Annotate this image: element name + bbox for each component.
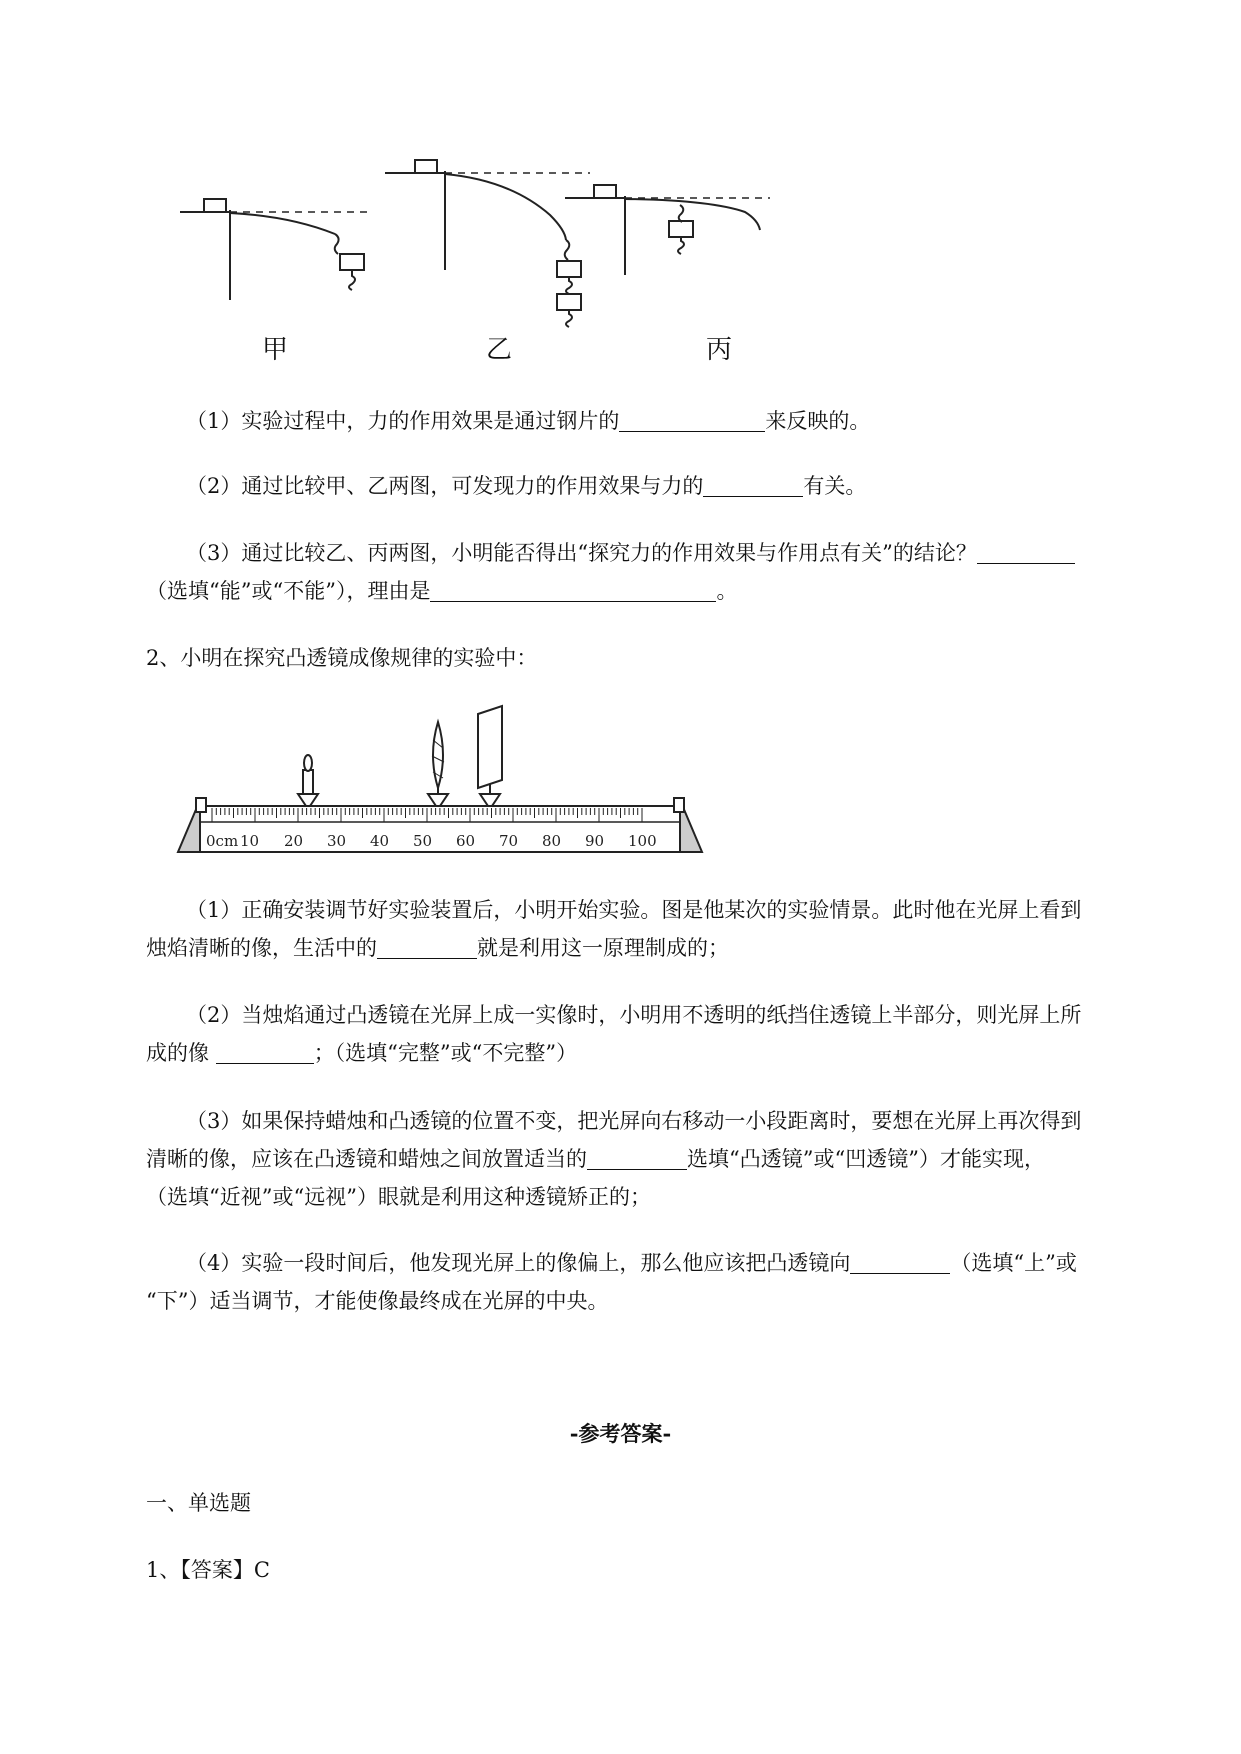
ruler-label-20: 20 (284, 832, 304, 850)
q1-part2-tail: 有关。 (803, 474, 867, 498)
answer-blank[interactable] (850, 1251, 950, 1274)
ruler-label-70: 70 (499, 832, 519, 850)
q2-step3: （3）如果保持蜡烛和凸透镜的位置不变，把光屏向右移动一小段距离时，要想在光屏上再次得到 (186, 1109, 1082, 1133)
q2-step4-line2: “下”）适当调节，才能使像最终成在光屏的中央。 (146, 1289, 609, 1313)
answer-item-1: 1、【答案】C (146, 1558, 270, 1582)
ruler-label-50: 50 (413, 832, 433, 850)
ruler-label-0: 0cm (206, 832, 239, 850)
answer-blank[interactable] (587, 1147, 687, 1170)
answer-blank[interactable] (703, 474, 803, 497)
ruler-label-80: 80 (542, 832, 562, 850)
label-yi: 乙 (486, 335, 513, 365)
ruler-label-10: 10 (240, 832, 260, 850)
answer-blank[interactable] (430, 579, 716, 602)
q1-part3-line2-text: （选填“能”或“不能”），理由是 (146, 579, 431, 603)
q2-step3-tail: 选填“凸透镜”或“凹透镜”）才能实现， (687, 1147, 1045, 1171)
q2-step1: （1）正确安装调节好实验装置后，小明开始实验。图是他某次的实验情景。此时他在光屏上看到 (186, 898, 1082, 922)
q2-step4-text: （4）实验一段时间后，他发现光屏上的像偏上，那么他应该把凸透镜向 (186, 1251, 851, 1275)
q2-step3-line3: （选填“近视”或“远视”）眼就是利用这种透镜矫正的； (146, 1185, 651, 1209)
q2-title: 2、小明在探究凸透镜成像规律的实验中： (146, 646, 538, 670)
q2-step1-tail: 就是利用这一原理制成的； (477, 936, 729, 960)
q1-part1-tail: 来反映的。 (765, 409, 871, 433)
candle (298, 755, 318, 806)
diagram-yi (385, 160, 590, 327)
answer-blank[interactable] (977, 541, 1075, 564)
q1-part3-text: （3）通过比较乙、丙两图，小明能否得出“探究力的作用效果与作用点有关”的结论？ (186, 541, 977, 565)
diagram-bing (565, 185, 770, 275)
ruler-label-40: 40 (370, 832, 390, 850)
ruler-label-100: 100 (628, 832, 657, 850)
convex-lens (428, 722, 448, 806)
q2-step2-line2 (146, 1030, 1156, 1077)
diagram-jia (180, 199, 370, 300)
label-bing: 丙 (706, 335, 733, 365)
q1-part1-text: （1）实验过程中，力的作用效果是通过钢片的 (186, 409, 620, 433)
q2-step2-tail: ；（选填“完整”或“不完整”） (313, 1041, 578, 1065)
q2-step3-line2-text: 清晰的像，应该在凸透镜和蜡烛之间放置适当的 (146, 1147, 587, 1171)
q1-part2-text: （2）通过比较甲、乙两图，可发现力的作用效果与力的 (186, 474, 704, 498)
answer-blank[interactable] (216, 1041, 314, 1064)
q2-step1-line2-text: 烛焰清晰的像，生活中的 (146, 936, 377, 960)
ruler-label-90: 90 (585, 832, 605, 850)
optical-bench-figure (170, 700, 710, 860)
ruler-label-60: 60 (456, 832, 476, 850)
answers-heading: -参考答案- (569, 1421, 672, 1446)
ruler-label-30: 30 (327, 832, 347, 850)
answers-section: 一、单选题 (146, 1491, 251, 1515)
answer-blank[interactable] (377, 936, 477, 959)
q1-part3-tail: 。 (716, 579, 738, 603)
q1-part3-line2 (146, 568, 1156, 615)
q2-step1-line2 (146, 925, 1156, 972)
q1-part1 (146, 398, 1156, 445)
answer-blank[interactable] (619, 409, 765, 432)
light-screen (478, 706, 502, 806)
q2-step2: （2）当烛焰通过凸透镜在光屏上成一实像时，小明用不透明的纸挡住透镜上半部分，则光屏上所 (186, 1003, 1082, 1027)
q2-step4-tail: （选填“上”或 (950, 1251, 1077, 1275)
q2-step2-line2-text: 成的像 (146, 1041, 209, 1065)
label-jia: 甲 (262, 335, 289, 365)
q1-part2 (146, 463, 1156, 510)
